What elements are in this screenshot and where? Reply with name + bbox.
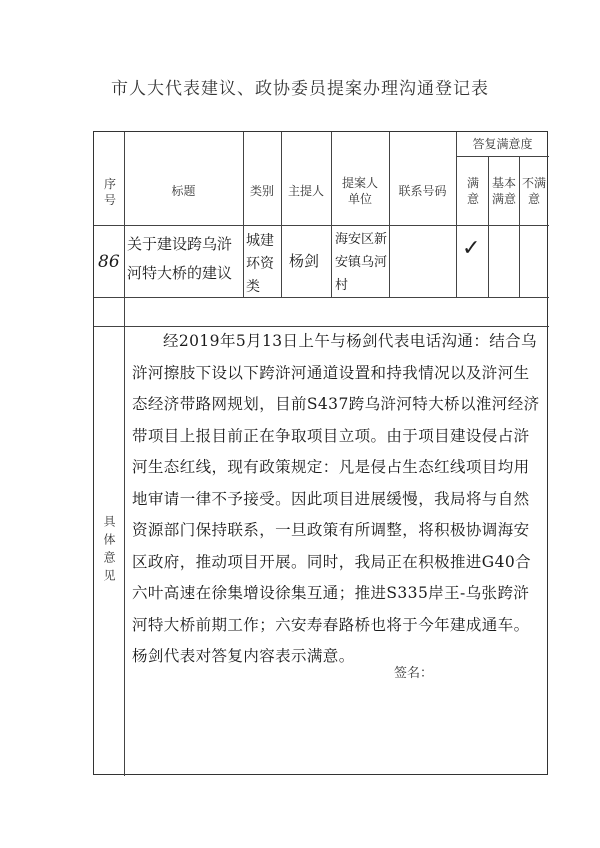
- divider: [488, 156, 489, 297]
- divider: [124, 132, 125, 776]
- header-phone: 联系号码: [398, 184, 447, 198]
- divider: [456, 132, 457, 297]
- header-satisfied: 满意: [466, 176, 479, 206]
- form-title: 市人大代表建议、政协委员提案办理沟通登记表: [111, 79, 489, 99]
- header-category: 类别: [249, 184, 274, 198]
- record-category: 城建环资类: [246, 233, 274, 295]
- opinion-text: 经2019年5月13日上午与杨剑代表电话沟通：结合乌浒河擦肢下设以下跨浒河通道设置和持我情况以及浒河生态经济带路网规划，目前S437跨乌浒河特大桥以淮河经济带项目上报目前正在争取项目立项。由于项目建设侵占浒河生态红线，现有政策规定：凡是侵占生态红线项目均用地审请一律不予接受。因此项目进展缓慢，我局将与自然资源部门保持联系，一旦政策有所调整，将积极协调海安区政府，推动项目开展。同时，我局正在积极推进G40合六叶高速在徐集增设徐集互通；推进S335岸王-乌张跨浒河特大桥前期工作；六安寿春路桥也将于今年建成通车。杨剑代表对答复内容表示满意。: [132, 332, 540, 665]
- record-index: 86: [98, 252, 120, 272]
- header-subject: 标题: [171, 184, 196, 198]
- record-proposer: 杨剑: [289, 252, 320, 270]
- record-unit: 海安区新安镇乌河村: [335, 232, 388, 293]
- satisfaction-check: ✓: [462, 236, 481, 261]
- opinion-label: 具体意见: [102, 515, 116, 587]
- record-subject: 关于建设跨乌浒河特大桥的建议: [127, 235, 233, 282]
- header-unit: 提案人单位: [341, 176, 378, 206]
- divider: [519, 156, 520, 297]
- header-satisfaction: 答复满意度: [472, 137, 533, 151]
- header-basically-satisfied: 基本满意: [492, 176, 517, 206]
- header-index: 序号: [103, 177, 116, 207]
- divider: [94, 297, 549, 298]
- signature-label: 签名：: [394, 666, 434, 681]
- header-unsatisfied: 不满意: [522, 176, 547, 206]
- registration-form: [93, 131, 548, 775]
- divider: [331, 132, 332, 297]
- header-proposer: 主提人: [287, 184, 324, 198]
